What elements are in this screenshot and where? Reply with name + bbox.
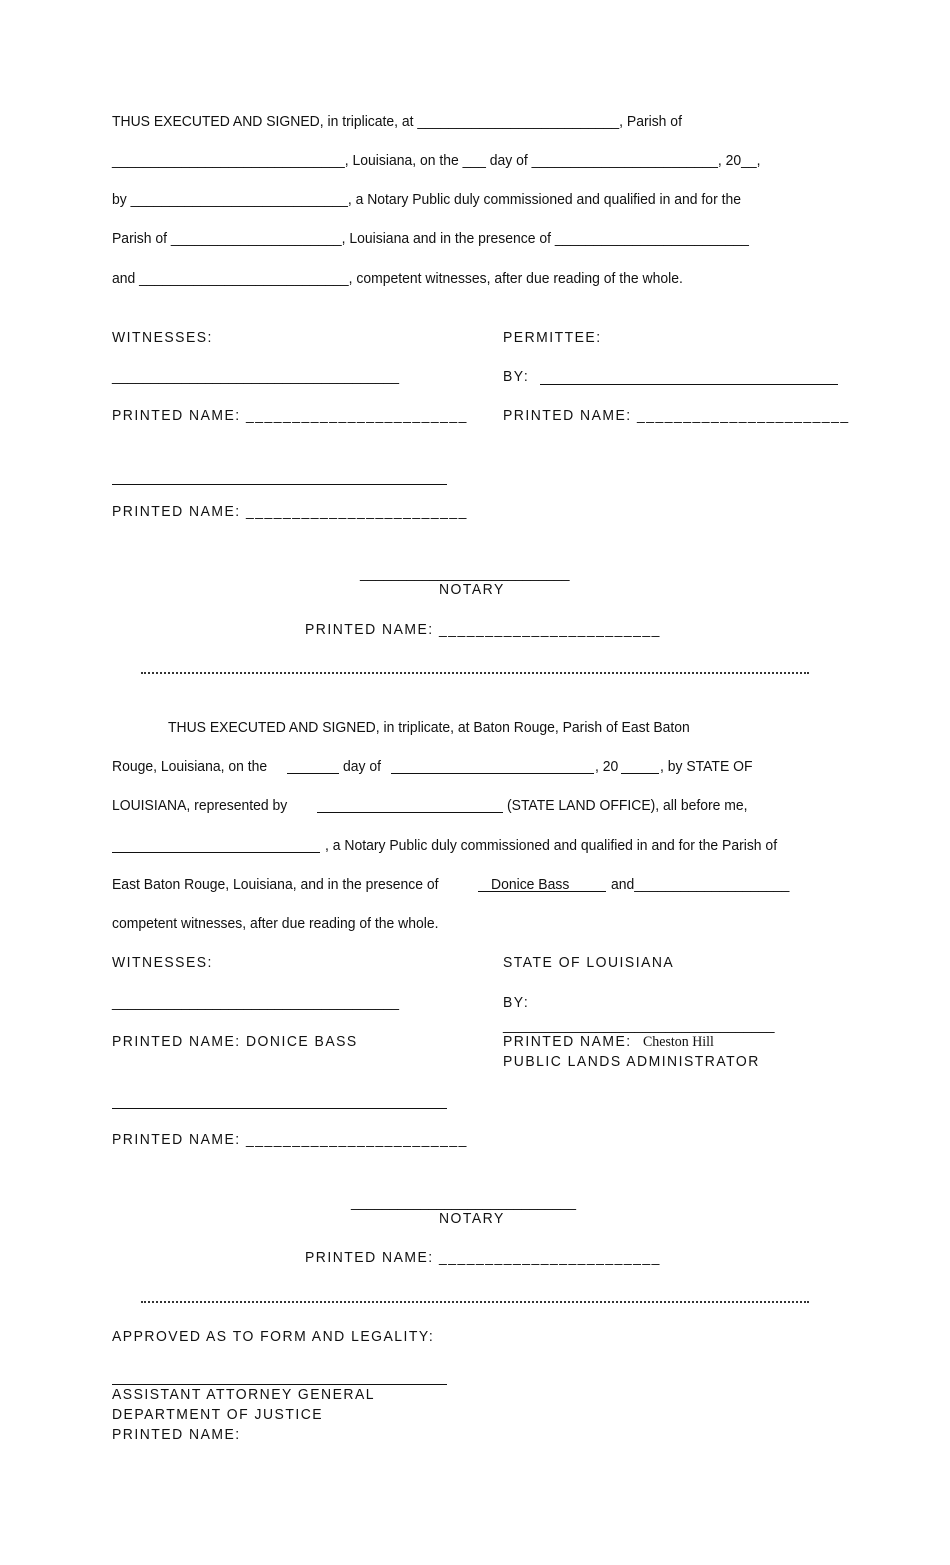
approval-heading: APPROVED AS TO FORM AND LEGALITY:: [112, 1328, 435, 1345]
s2-notary-signature-line[interactable]: _____________________________: [351, 1194, 577, 1211]
s2-state-label: STATE OF LOUISIANA: [503, 954, 675, 971]
s1-notary-label: NOTARY: [439, 581, 505, 598]
s1-witnesses-label: WITNESSES:: [112, 329, 213, 346]
s2-state-signature-line[interactable]: ___________________________________: [503, 1017, 775, 1034]
s2-notary-printed-name[interactable]: PRINTED NAME: ________________________: [305, 1249, 661, 1266]
approval-title-2: DEPARTMENT OF JUSTICE: [112, 1406, 324, 1423]
s2-by-state-text: , by STATE OF: [660, 758, 753, 775]
s1-witness2-printed-name[interactable]: PRINTED NAME: ________________________: [112, 503, 468, 520]
s1-witness2-signature-line[interactable]: [112, 484, 447, 485]
s2-represented-by-label: LOUISIANA, represented by: [112, 797, 288, 814]
s1-witness-printed-name[interactable]: PRINTED NAME: ________________________: [112, 407, 468, 424]
s2-state-title: PUBLIC LANDS ADMINISTRATOR: [503, 1053, 760, 1070]
s2-state-printed-name-label: PRINTED NAME:: [503, 1033, 632, 1050]
s2-presence-of-label: East Baton Rouge, Louisiana, and in the presence of: [112, 876, 439, 893]
s1-notary-printed-name[interactable]: PRINTED NAME: ________________________: [305, 621, 661, 638]
s2-witness2-printed-name[interactable]: PRINTED NAME: ________________________: [112, 1131, 468, 1148]
s1-by-label: BY:: [503, 368, 530, 385]
s2-representative-blank[interactable]: [317, 812, 503, 813]
s2-witness-printed-name: PRINTED NAME: DONICE BASS: [112, 1033, 358, 1050]
s2-paragraph-line-6: competent witnesses, after due reading of the whole.: [112, 915, 439, 932]
s2-line2-start: Rouge, Louisiana, on the: [112, 758, 268, 775]
s2-notary-name-blank[interactable]: [112, 852, 320, 853]
s2-year-blank[interactable]: [621, 773, 659, 774]
s1-paragraph-line-5: and ___________________________, competent witnesses, after due reading of the whole.: [112, 270, 683, 287]
s1-paragraph-line-3: by ____________________________, a Notary Public duly commissioned and qualified in and for the: [112, 191, 741, 208]
approval-printed-name[interactable]: PRINTED NAME:: [112, 1426, 241, 1443]
s1-notary-signature-line[interactable]: ___________________________: [360, 565, 570, 582]
s2-year-prefix: , 20: [595, 758, 619, 775]
s1-paragraph-line-4: Parish of ______________________, Louisiana and in the presence of _________________________: [112, 230, 749, 247]
approval-signature-line[interactable]: [112, 1384, 447, 1385]
section-divider-1: [141, 672, 809, 674]
s1-permittee-label: PERMITTEE:: [503, 329, 602, 346]
s2-month-blank[interactable]: [391, 773, 594, 774]
s2-notary-commission-text: , a Notary Public duly commissioned and qualified in and for the Parish of: [325, 837, 778, 854]
s1-witness-signature-line[interactable]: _____________________________________: [112, 368, 400, 385]
s2-state-printed-name-value: Cheston Hill: [643, 1034, 714, 1050]
section-divider-2: [141, 1301, 809, 1303]
s2-day-of-label: day of: [343, 758, 382, 775]
s2-notary-label: NOTARY: [439, 1210, 505, 1227]
s2-state-land-office-text: (STATE LAND OFFICE), all before me,: [507, 797, 748, 814]
s2-witnesses-label: WITNESSES:: [112, 954, 213, 971]
s1-permittee-signature-line[interactable]: [540, 384, 838, 385]
s1-permittee-printed-name[interactable]: PRINTED NAME: _______________________: [503, 407, 850, 424]
s2-paragraph-line-1: THUS EXECUTED AND SIGNED, in triplicate, at Baton Rouge, Parish of East Baton: [168, 719, 690, 736]
s2-witness-signature-line[interactable]: _____________________________________: [112, 994, 400, 1011]
s2-and-witness-blank[interactable]: and____________________: [611, 876, 790, 893]
s1-paragraph-line-1: THUS EXECUTED AND SIGNED, in triplicate, at __________________________, Parish of: [112, 113, 682, 130]
s2-day-blank[interactable]: [287, 773, 339, 774]
s1-paragraph-line-2: ______________________________, Louisiana, on the ___ day of ________________________, 20__,: [112, 152, 761, 169]
s2-by-label: BY:: [503, 994, 530, 1011]
s2-witness-name[interactable]: Donice Bass: [491, 876, 570, 893]
s2-witness2-signature-line[interactable]: [112, 1108, 447, 1109]
approval-title-1: ASSISTANT ATTORNEY GENERAL: [112, 1386, 375, 1403]
